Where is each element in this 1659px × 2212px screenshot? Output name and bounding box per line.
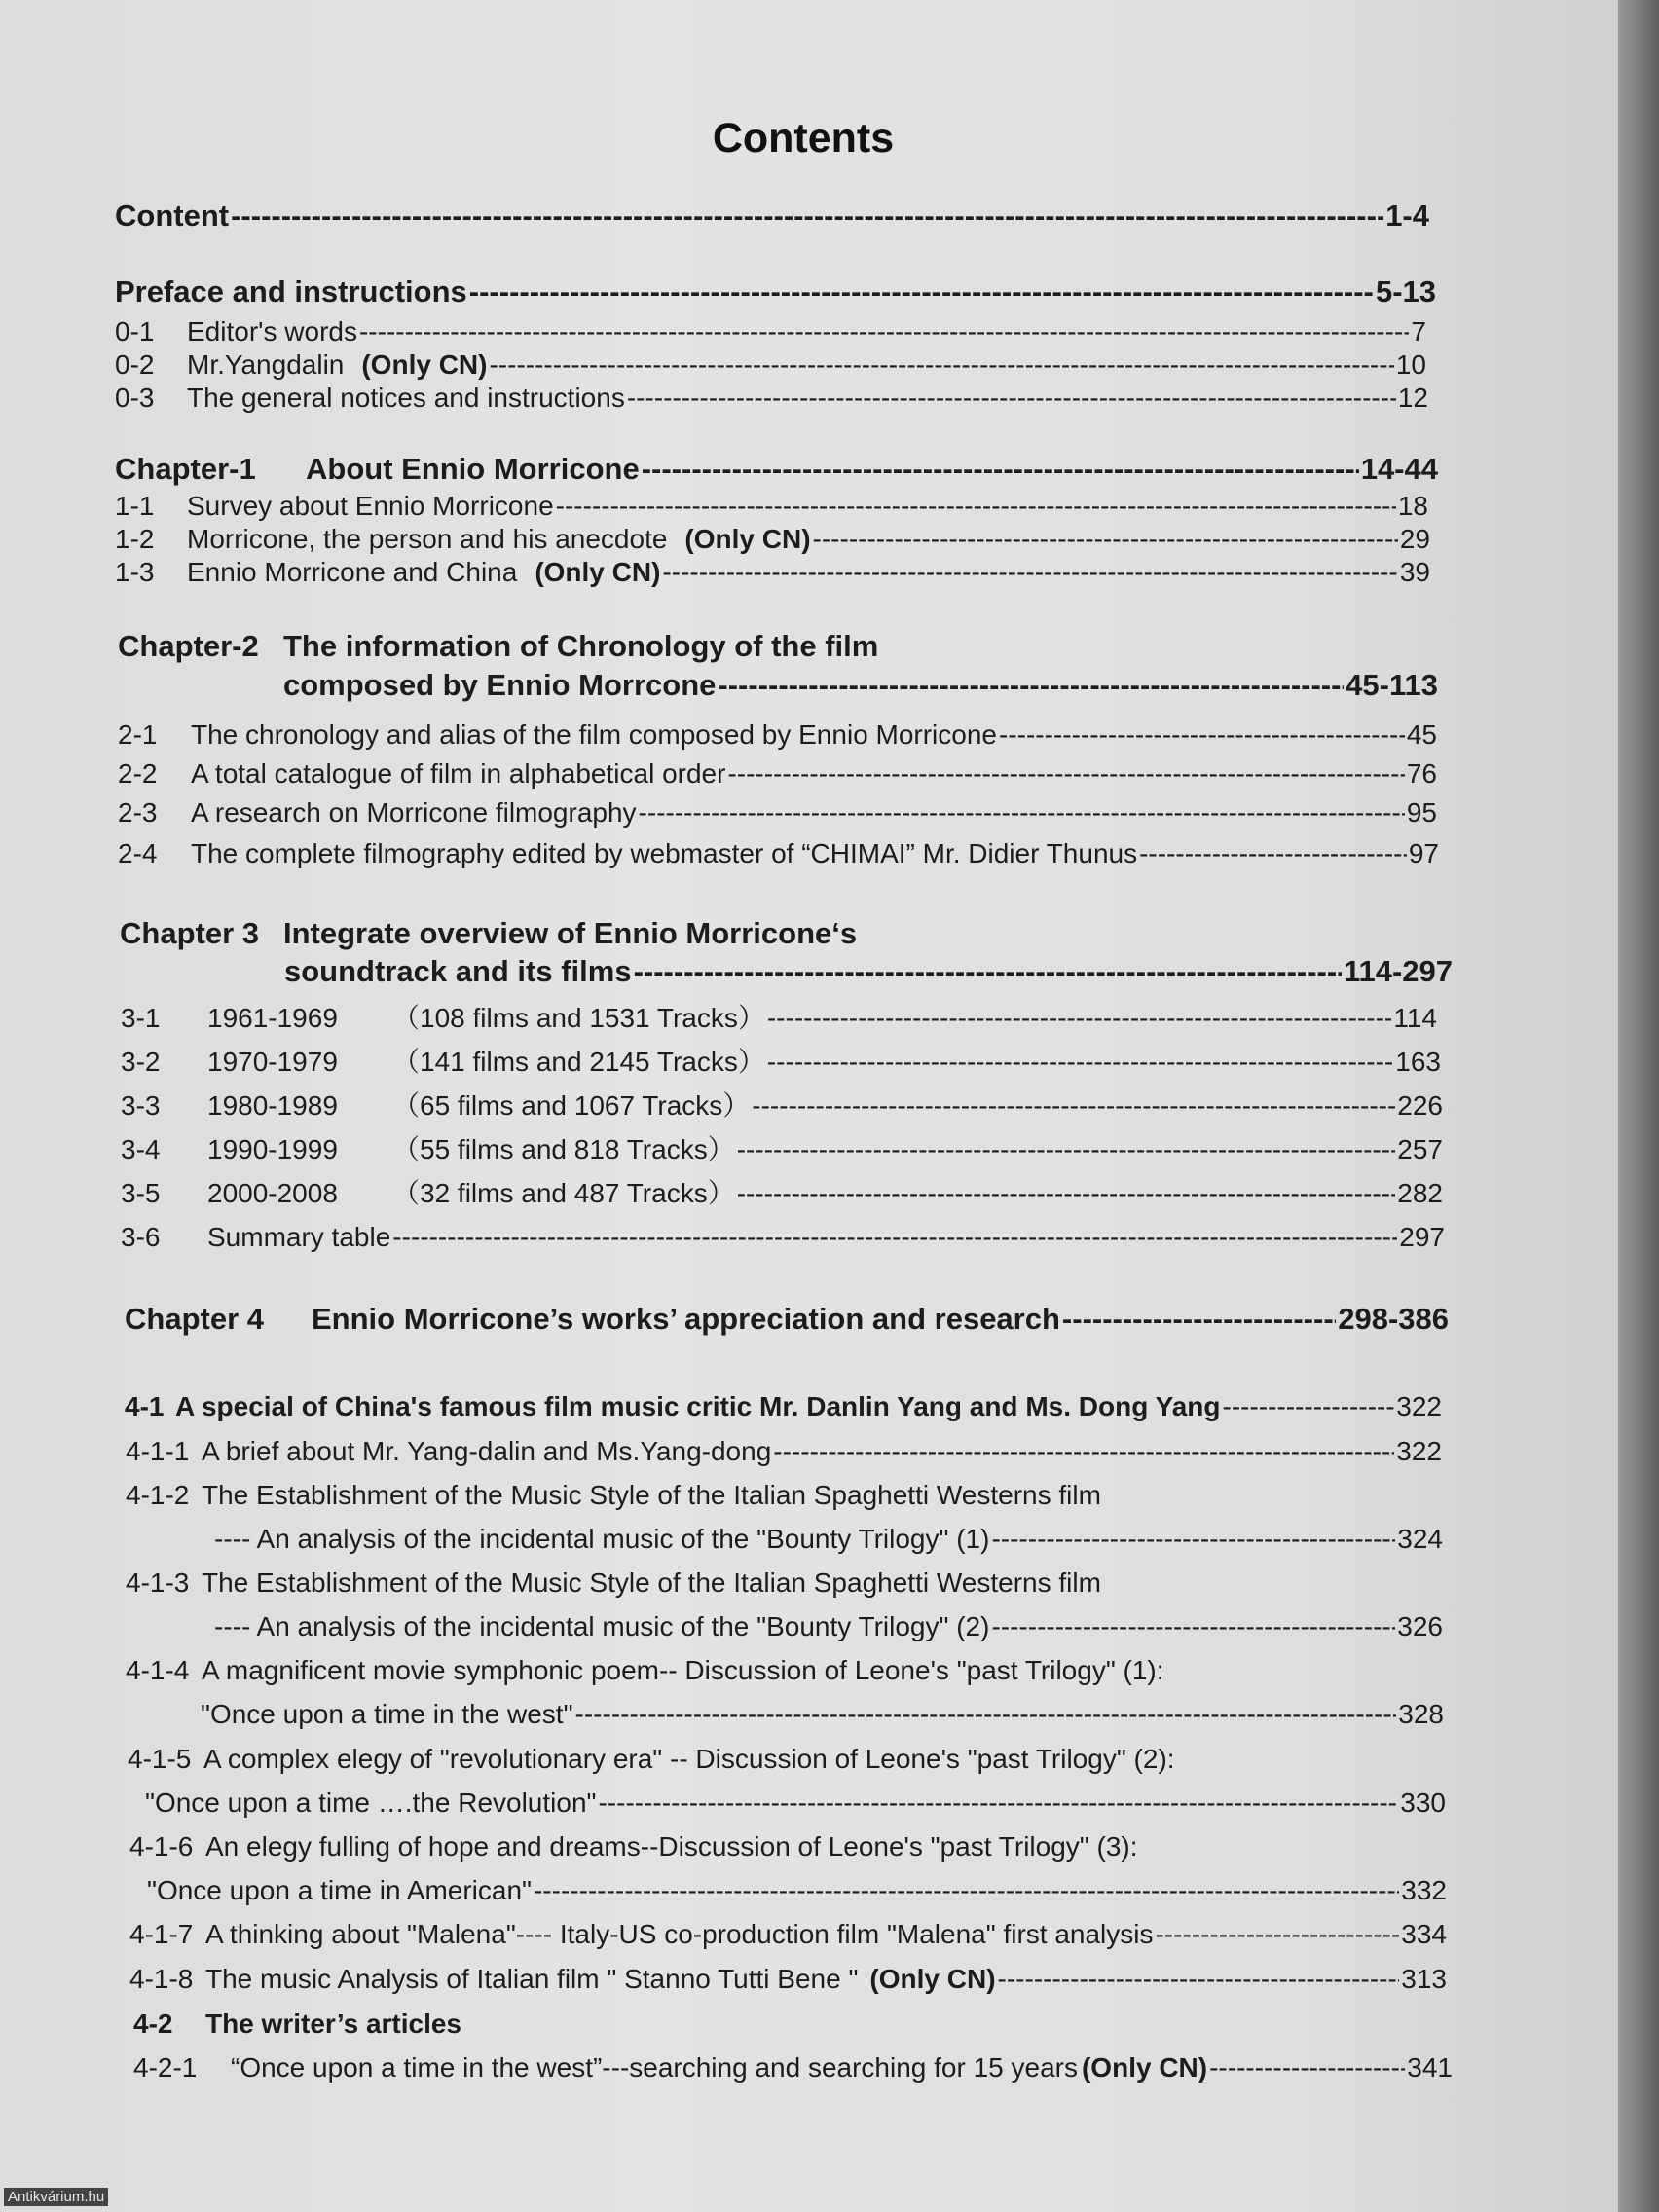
toc-label: soundtrack and its films (284, 954, 632, 988)
page-edge (1618, 0, 1659, 2212)
toc-label: Mr.Yangdalin (187, 350, 345, 380)
toc-entry (126, 1653, 1440, 1688)
leader-dots (737, 1176, 1396, 1211)
toc-number: 3-6 (121, 1222, 161, 1252)
leader-dots (662, 555, 1397, 590)
toc-number: 4-1-7 (129, 1919, 194, 1949)
toc-page: 330 (1400, 1788, 1446, 1818)
toc-entry (115, 489, 1428, 524)
toc-entry (133, 2007, 1399, 2042)
toc-entry (118, 836, 1439, 871)
toc-number: 4-2 (133, 2009, 173, 2039)
toc-entry (118, 756, 1437, 792)
toc-number: Chapter 3 (120, 916, 259, 950)
toc-page: 282 (1397, 1178, 1443, 1208)
toc-entry (121, 1220, 1445, 1255)
toc-note: （108 films and 1531 Tracks） (392, 1003, 765, 1033)
toc-note: (Only CN) (1081, 2052, 1208, 2083)
toc-page: 97 (1408, 838, 1439, 868)
toc-label: The information of Chronology of the film (283, 629, 879, 663)
leader-dots (767, 1001, 1392, 1036)
leader-dots (1062, 1302, 1336, 1337)
toc-note: (Only CN) (684, 524, 811, 554)
toc-label: Ennio Morricone’s works’ appreciation and research (312, 1302, 1060, 1336)
toc-page: 114 (1393, 1003, 1437, 1033)
toc-page: 95 (1406, 797, 1437, 828)
toc-label: A research on Morricone filmography (191, 797, 637, 828)
toc-label: Editor's words (187, 316, 357, 347)
toc-label: Preface and instructions (115, 275, 467, 309)
toc-entry (126, 1478, 1391, 1513)
toc-label: 2000-2008 (207, 1178, 338, 1208)
toc-label: The writer’s articles (205, 2009, 462, 2039)
toc-entry (115, 199, 1429, 234)
toc-entry (126, 1566, 1391, 1601)
toc-label: "Once upon a time in the west" (201, 1699, 573, 1729)
toc-label: A thinking about "Malena"---- Italy-US co-production film "Malena" first analysis (205, 1919, 1154, 1949)
toc-entry (115, 314, 1426, 350)
toc-entry (115, 555, 1430, 590)
toc-entry (121, 1088, 1443, 1124)
toc-page: 297 (1399, 1222, 1445, 1252)
toc-entry (115, 381, 1428, 416)
toc-entry (118, 718, 1437, 753)
toc-number: 2-3 (118, 797, 158, 828)
toc-number: 4-1-3 (126, 1567, 190, 1598)
toc-number: Chapter 4 (125, 1302, 264, 1336)
toc-note: (Only CN) (361, 350, 488, 380)
toc-number: 4-1-1 (126, 1436, 190, 1466)
leader-dots (575, 1697, 1397, 1732)
toc-number: Chapter-1 (115, 452, 256, 486)
toc-page: 1-4 (1385, 199, 1429, 233)
toc-number: 2-4 (118, 838, 158, 868)
toc-page: 29 (1399, 524, 1430, 554)
toc-label: The general notices and instructions (187, 383, 625, 413)
toc-page: 45-113 (1346, 668, 1438, 702)
toc-label: A brief about Mr. Yang-dalin and Ms.Yang-dong (202, 1436, 772, 1466)
toc-entry (125, 1302, 1449, 1337)
leader-dots (359, 314, 1409, 350)
toc-entry (129, 1829, 1444, 1864)
leader-dots (767, 1045, 1393, 1080)
toc-number: 4-2-1 (133, 2052, 198, 2083)
toc-label: Summary table (207, 1222, 391, 1252)
toc-entry (214, 1522, 1443, 1557)
toc-label: The Establishment of the Music Style of the Italian Spaghetti Westerns film (202, 1480, 1101, 1510)
toc-page: 332 (1401, 1875, 1447, 1905)
toc-page: 163 (1395, 1047, 1441, 1077)
toc-number: 4-1-8 (129, 1964, 194, 1994)
toc-entry (147, 1873, 1447, 1908)
toc-page: 114-297 (1343, 954, 1453, 988)
leader-dots (991, 1609, 1395, 1644)
leader-dots (534, 1873, 1399, 1908)
leader-dots (737, 1132, 1396, 1167)
leader-dots (469, 275, 1374, 310)
leader-dots (642, 452, 1359, 487)
leader-dots (727, 756, 1404, 792)
toc-number: 1-2 (115, 524, 155, 554)
toc-page: 39 (1399, 557, 1430, 587)
toc-entry (126, 1434, 1442, 1469)
toc-entry (118, 795, 1437, 830)
toc-note: (Only CN) (535, 557, 661, 587)
leader-dots (813, 522, 1398, 557)
toc-note: （141 films and 2145 Tracks） (392, 1047, 765, 1077)
leader-dots (634, 954, 1342, 989)
toc-page: 7 (1411, 316, 1426, 347)
toc-number: 2-1 (118, 719, 158, 750)
toc-page: 12 (1397, 383, 1428, 413)
toc-label: Integrate overview of Ennio Morricone‘s (283, 916, 858, 950)
leader-dots (231, 199, 1383, 234)
toc-page: 18 (1397, 491, 1428, 521)
toc-number: 3-3 (121, 1090, 161, 1121)
toc-entry (129, 1917, 1447, 1952)
toc-number: 4-1-5 (128, 1744, 192, 1774)
toc-number: 2-2 (118, 758, 158, 789)
toc-label: 1990-1999 (207, 1134, 338, 1164)
toc-note: （32 films and 487 Tracks） (392, 1178, 735, 1208)
toc-label: A magnificent movie symphonic poem-- Discussion of Leone's "past Trilogy" (1): (202, 1655, 1164, 1685)
toc-entry (121, 1132, 1443, 1167)
toc-note: （55 films and 818 Tracks） (392, 1134, 735, 1164)
toc-entry (201, 1697, 1444, 1732)
toc-label: 1970-1979 (207, 1047, 338, 1077)
toc-page: 322 (1396, 1436, 1442, 1466)
toc-number: 4-1-6 (129, 1831, 194, 1862)
leader-dots (627, 381, 1396, 416)
toc-label: 1980-1989 (207, 1090, 338, 1121)
leader-dots (998, 1962, 1400, 1997)
toc-label: A special of China's famous film music critic Mr. Danlin Yang and Ms. Dong Yang (175, 1391, 1221, 1421)
toc-page: 5-13 (1375, 275, 1436, 309)
leader-dots (489, 348, 1393, 383)
toc-label: The music Analysis of Italian film " Stanno Tutti Bene " (205, 1964, 859, 1994)
toc-label: ---- An analysis of the incidental music of the "Bounty Trilogy" (1) (214, 1524, 990, 1554)
toc-number: 4-1-4 (126, 1655, 190, 1685)
toc-number: 3-1 (121, 1003, 161, 1033)
toc-page: 324 (1397, 1524, 1443, 1554)
toc-entry (115, 522, 1430, 557)
toc-label: The complete filmography edited by webmaster of “CHIMAI” Mr. Didier Thunus (191, 838, 1138, 868)
leader-dots (999, 718, 1405, 753)
toc-page: 298-386 (1338, 1302, 1449, 1336)
toc-entry (115, 348, 1426, 383)
toc-page: 334 (1401, 1919, 1447, 1949)
toc-page: 226 (1397, 1090, 1443, 1121)
toc-entry (118, 629, 1383, 664)
leader-dots (773, 1434, 1394, 1469)
page-title: Contents (712, 115, 895, 162)
toc-entry (128, 1742, 1442, 1777)
toc-page: 322 (1396, 1391, 1442, 1421)
toc-entry (115, 452, 1438, 487)
toc-page: 328 (1398, 1699, 1444, 1729)
toc-label: The Establishment of the Music Style of the Italian Spaghetti Westerns film (202, 1567, 1101, 1598)
toc-entry (121, 1045, 1441, 1080)
toc-page: 326 (1397, 1611, 1443, 1641)
toc-page: 76 (1406, 758, 1437, 789)
toc-label: Survey about Ennio Morricone (187, 491, 554, 521)
toc-entry (214, 1609, 1443, 1644)
leader-dots (1209, 2050, 1405, 2085)
toc-number: 0-2 (115, 350, 155, 380)
toc-note: (Only CN) (869, 1964, 996, 1994)
toc-entry (133, 2050, 1453, 2085)
toc-number: 3-5 (121, 1178, 161, 1208)
toc-number: 1-3 (115, 557, 155, 587)
toc-note: （65 films and 1067 Tracks） (392, 1090, 751, 1121)
toc-label: Ennio Morricone and China (187, 557, 518, 587)
toc-entry (283, 668, 1438, 703)
leader-dots (752, 1088, 1395, 1124)
toc-entry (284, 954, 1453, 989)
leader-dots (1139, 836, 1407, 871)
toc-number: Chapter-2 (118, 629, 259, 663)
toc-label: “Once upon a time in the west”---searching and searching for 15 years (231, 2052, 1078, 2083)
toc-page: 313 (1401, 1964, 1447, 1994)
toc-number: 4-1 (125, 1391, 165, 1421)
toc-label: An elegy fulling of hope and dreams--Discussion of Leone's "past Trilogy" (3): (205, 1831, 1138, 1862)
toc-page: 257 (1397, 1134, 1443, 1164)
toc-number: 0-3 (115, 383, 155, 413)
leader-dots (718, 668, 1344, 703)
toc-label: A total catalogue of film in alphabetical order (191, 758, 726, 789)
toc-label: Morricone, the person and his anecdote (187, 524, 668, 554)
leader-dots (598, 1786, 1398, 1821)
toc-entry (121, 1001, 1437, 1036)
toc-entry (129, 1962, 1447, 1997)
toc-label: 1961-1969 (207, 1003, 338, 1033)
toc-entry (145, 1786, 1446, 1821)
leader-dots (392, 1220, 1397, 1255)
leader-dots (1223, 1389, 1395, 1424)
toc-number: 3-2 (121, 1047, 161, 1077)
toc-label: ---- An analysis of the incidental music of the "Bounty Trilogy" (2) (214, 1611, 990, 1641)
toc-label: "Once upon a time in American" (147, 1875, 532, 1905)
toc-label: A complex elegy of "revolutionary era" -- Discussion of Leone's "past Trilogy" (2): (203, 1744, 1175, 1774)
leader-dots (991, 1522, 1395, 1557)
toc-entry (115, 275, 1436, 310)
toc-entry (121, 1176, 1443, 1211)
toc-number: 3-4 (121, 1134, 161, 1164)
leader-dots (639, 795, 1405, 830)
leader-dots (556, 489, 1396, 524)
toc-entry (125, 1389, 1442, 1424)
toc-label: Content (115, 199, 230, 233)
toc-page: 14-44 (1360, 452, 1438, 486)
toc-number: 1-1 (115, 491, 155, 521)
toc-number: 0-1 (115, 316, 155, 347)
toc-label: About Ennio Morricone (306, 452, 640, 486)
toc-page: 10 (1395, 350, 1426, 380)
toc-page: 45 (1406, 719, 1437, 750)
toc-label: composed by Ennio Morrcone (283, 668, 717, 702)
toc-label: The chronology and alias of the film composed by Ennio Morricone (191, 719, 997, 750)
toc-page: 341 (1407, 2052, 1453, 2083)
leader-dots (1155, 1917, 1399, 1952)
toc-label: "Once upon a time ….the Revolution" (145, 1788, 597, 1818)
toc-number: 4-1-2 (126, 1480, 190, 1510)
toc-entry (120, 916, 1385, 951)
watermark: Antikvárium.hu (4, 2188, 108, 2206)
